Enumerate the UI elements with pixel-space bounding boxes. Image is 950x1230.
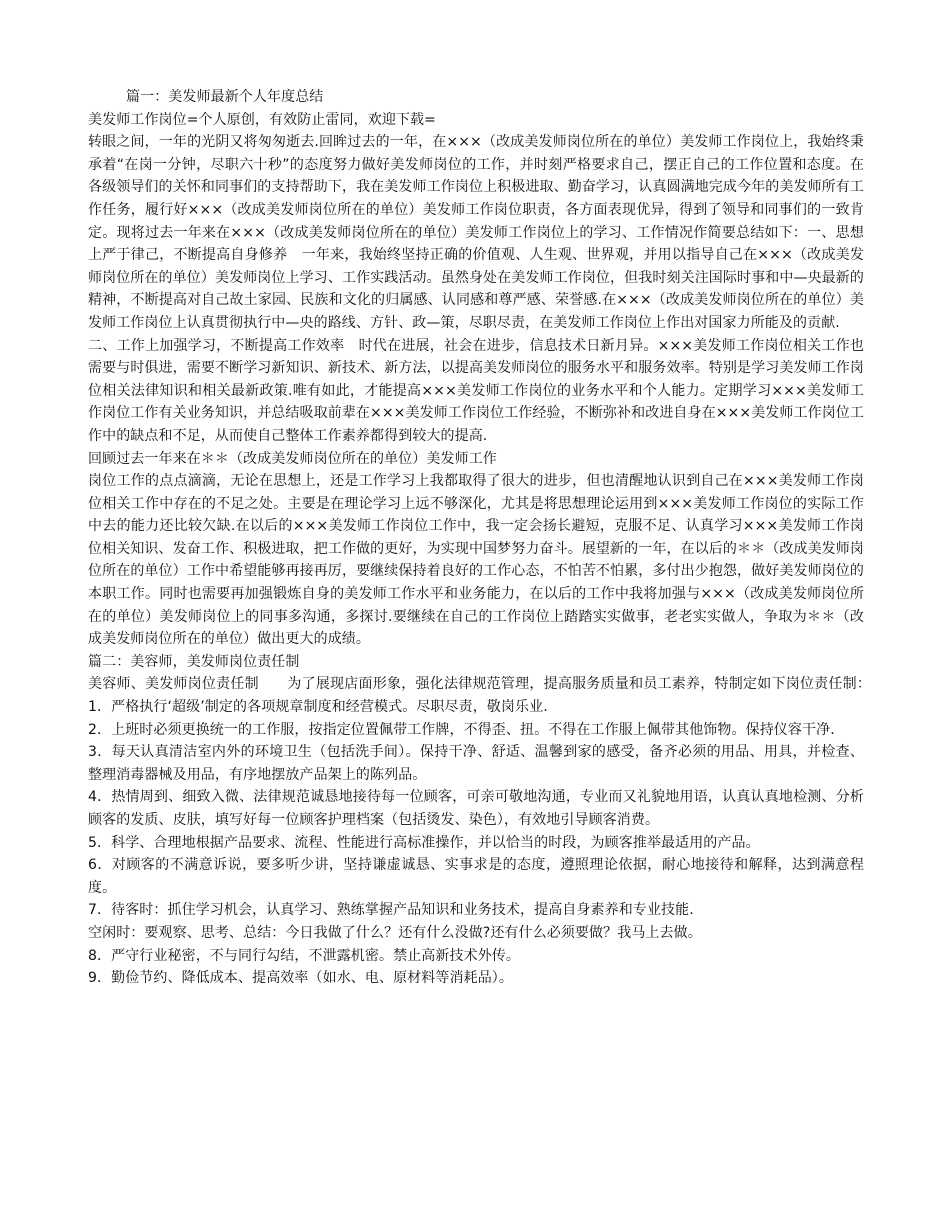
list-item: 5．科学、合理地根据产品要求、流程、性能进行高标准操作，并以恰当的时段，为顾客推举最适用的产品。 xyxy=(88,834,760,851)
list-item: 4．热情周到、细致入微、法律规范诚恳地接待每一位顾客，可亲可敬地沟通，专业而又礼貌地用语，认真认真地检测、分析顾客的发质、皮肤，填写好每一位顾客护理档案（包括烫发、染色），有效地引导顾客消费。 xyxy=(88,789,864,828)
paragraph: 二、工作上加强学习，不断提高工作效率 时代在进展，社会在进步，信息技术日新月异。×××美发师工作岗位相关工作也需要与时俱进，需要不断学习新知识、新技术、新方法，以提高美发师岗位的服务水平和服务效率。特别是学习美发师工作岗位相关法律知识和相关最新政策.唯有如此，才能提高×××美发师工作岗位的业务水平和个人能力。定期学习×××美发师工作岗位工作有关业务知识，并总结吸取前辈在×××美发师工作岗位工作经验，不断弥补和改进自身在×××美发师工作岗位工作中的缺点和不足，从而使自己整体工作素养都得到较大的提高. xyxy=(88,337,864,444)
paragraph: 岗位工作的点点滴滴，无论在思想上，还是工作学习上我都取得了很大的进步，但也清醒地认识到自己在×××美发师工作岗位相关工作中存在的不足之处。主要是在理论学习上远不够深化，尤其是将思想理论运用到×××美发师工作岗位的实际工作中去的能力还比较欠缺.在以后的×××美发师工作岗位工作中，我一定会扬长避短，克服不足、认真学习×××美发师工作岗位相关知识、发奋工作、积极进取，把工作做的更好，为实现中国梦努力奋斗。展望新的一年，在以后的＊＊（改成美发师岗位所在的单位）工作中希望能够再接再厉，要继续保持着良好的工作心态，不怕苦不怕累，多付出少抱怨，做好美发师岗位的本职工作。同时也需要再加强锻炼自身的美发师工作水平和业务能力，在以后的工作中我将加强与×××（改成美发师岗位所在的单位）美发师岗位上的同事多沟通，多探讨.要继续在自己的工作岗位上踏踏实实做事，老老实实做人，争取为＊＊（改成美发师岗位所在的单位）做出更大的成绩。 xyxy=(88,473,864,648)
list-item: 9．勤俭节约、降低成本、提高效率（如水、电、原材料等消耗品）。 xyxy=(88,970,514,987)
list-item: 6．对顾客的不满意诉说，要多听少讲，坚持谦虚诚恳、实事求是的态度，遵照理论依据，耐心地接待和解释，达到满意程度。 xyxy=(88,857,864,896)
paragraph: 转眼之间，一年的光阴又将匆匆逝去.回眸过去的一年，在×××（改成美发师岗位所在的单位）美发师工作岗位上，我始终秉承着“在岗一分钟，尽职六十秒”的态度努力做好美发师岗位的工作，并时刻严格要求自己，摆正自己的工作位置和态度。在各级领导们的关怀和同事们的支持帮助下，我在美发师工作岗位上积极进取、勤奋学习，认真圆满地完成今年的美发师所有工作任务，履行好×××（改成美发师岗位所在的单位）美发师工作岗位职责，各方面表现优异，得到了领导和同事们的一致肯定。现将过去一年来在×××（改成美发师岗位所在的单位）美发师工作岗位上的学习、工作情况作简要总结如下：一、思想上严于律己，不断提高自身修养 一年来，我始终坚持正确的价值观、人生观、世界观，并用以指导自己在×××（改成美发师岗位所在的单位）美发师岗位上学习、工作实践活动。虽然身处在美发师工作岗位，但我时刻关注国际时事和中—央最新的精神，不断提高对自己故土家园、民族和文化的归属感、认同感和尊严感、荣誉感.在×××（改成美发师岗位所在的单位）美发师工作岗位上认真贯彻执行中—央的路线、方针、政—策，尽职尽责，在美发师工作岗位上作出对国家力所能及的贡献. xyxy=(88,134,864,331)
section-title-2: 篇二：美容师，美发师岗位责任制 xyxy=(88,653,300,670)
section-title-1: 篇一：美发师最新个人年度总结 xyxy=(126,89,324,105)
document-page xyxy=(88,86,879,990)
paragraph: 回顾过去一年来在＊＊（改成美发师岗位所在的单位）美发师工作 xyxy=(88,450,497,467)
list-item: 3．每天认真清洁室内外的环境卫生（包括洗手间）。保持干净、舒适、温馨到家的感受，备齐必须的用品、用具，并检查、整理消毒器械及用品，有序地摆放产品架上的陈列品。 xyxy=(88,744,864,783)
paragraph: 美发师工作岗位=个人原创，有效防止雷同，欢迎下载= xyxy=(88,111,436,128)
list-item: 2．上班时必须更换统一的工作服，按指定位置佩带工作牌，不得歪、扭。不得在工作服上佩带其他饰物。保持仪容干净. xyxy=(88,721,835,738)
list-item: 空闲时：要观察、思考、总结：今日我做了什么？还有什么没做?还有什么必须要做？我马上去做。 xyxy=(88,924,702,941)
list-item: 7．待客时：抓住学习机会，认真学习、熟练掌握产品知识和业务技术，提高自身素养和专业技能. xyxy=(88,902,694,919)
list-item: 8．严守行业秘密，不与同行勾结，不泄露机密。禁止高新技术外传。 xyxy=(88,947,521,964)
paragraph: 美容师、美发师岗位责任制 为了展现店面形象，强化法律规范管理，提高服务质量和员工素养，特制定如下岗位责任制： 1．严格执行‘超级’制定的各项规章制度和经营模式。尽职尽责，敬岗乐业. xyxy=(88,676,879,716)
